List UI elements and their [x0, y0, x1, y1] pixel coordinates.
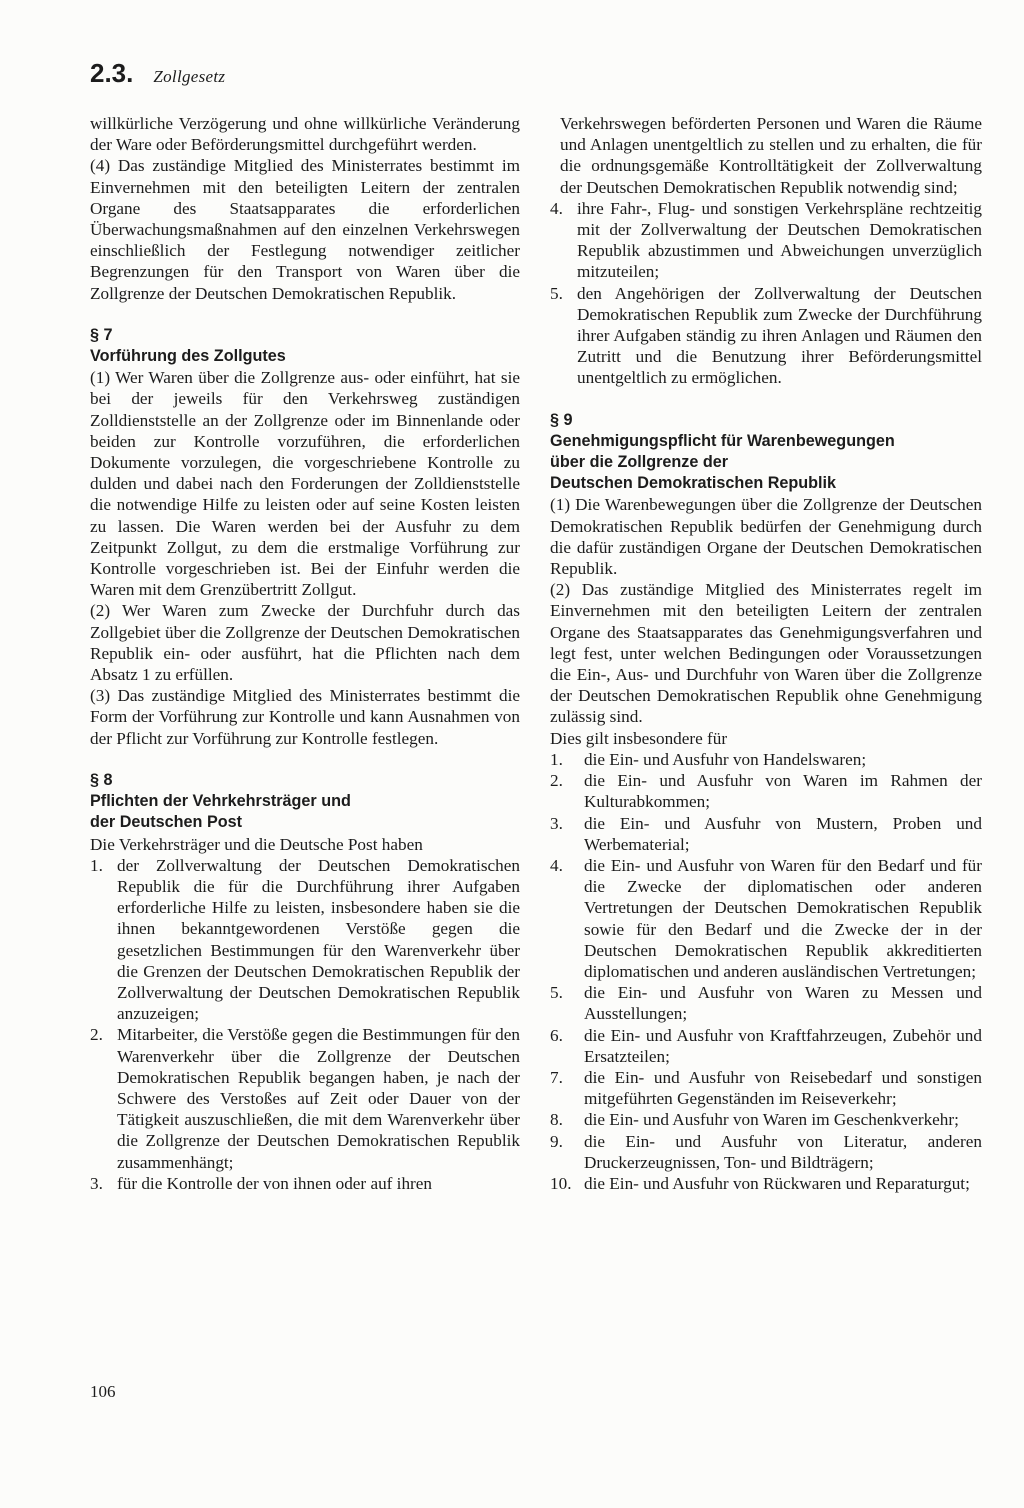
paragraph: (1) Wer Waren über die Zollgrenze aus- oder einführt, hat sie bei der jeweils für den Verkehrsweg zuständigen Zolldienststelle an der Zollgrenze oder im Binnenlande oder beiden zur Kontrolle vorzuführen, die erforderlichen Dokumente vorzulegen, die vorgeschriebene Kontrolle zu dulden und dabei nach den Forderungen der Zolldienststelle die notwendige Hilfe zu leisten oder auf seine Kosten leisten zu lassen. Die Waren werden bei der Ausfuhr zu dem Zeitpunkt Zollgut, zu dem die erstmalige Vorführung zur Kontrolle vorgeschrieben ist. Bei der Einfuhr werden die Waren mit dem Grenzübertritt Zollgut. — [90, 368, 520, 600]
list-text: die Ein- und Ausfuhr von Literatur, anderen Druckerzeugnissen, Ton- und Bildträgern; — [584, 1131, 982, 1172]
paragraph: (3) Das zuständige Mitglied des Ministerrates bestimmt die Form der Vorführung zur Kontrolle und kann Ausnahmen von der Pflicht zur Vorführung zur Kontrolle festlegen. — [90, 686, 520, 748]
paragraph: (1) Die Warenbewegungen über die Zollgrenze der Deutschen Demokratischen Republik bedürfen der Genehmigung durch die dafür zuständigen Organe der Deutschen Demokratischen Republik. — [550, 495, 982, 579]
paragraph: Die Verkehrsträger und die Deutsche Post haben — [90, 834, 423, 854]
paragraph: Dies gilt insbesondere für — [550, 728, 728, 748]
list-text: die Ein- und Ausfuhr von Waren zu Messen und Ausstellungen; — [584, 983, 982, 1024]
paragraph: willkürliche Verzögerung und ohne willkürliche Veränderung der Ware oder Beförderungsmittel durchgeführt werden. — [90, 114, 520, 155]
section-8-title: der Deutschen Post — [90, 813, 243, 832]
list-number: 9. — [550, 1131, 563, 1151]
list-text: die Ein- und Ausfuhr von Mustern, Proben und Werbematerial; — [584, 813, 982, 854]
page-number: 106 — [90, 1382, 116, 1401]
list-text: für die Kontrolle der von ihnen oder auf ihren — [117, 1173, 432, 1193]
section-9-number: § 9 — [550, 410, 573, 429]
list-item — [550, 198, 982, 283]
list-text: der Zollverwaltung der Deutschen Demokratischen Republik die für die Durchführung ihrer Aufgaben erforderliche Hilfe zu leisten, insbesondere haben sie die ihnen bekanntgewordenen Verstöße gegen die gesetzlichen Bestimmungen für den Warenverkehr über die Grenzen der Deutschen Demokratischen Republik der Zollverwaltung der Deutschen Demokratischen Republik anzuzeigen; — [117, 855, 520, 1024]
list-text: den Angehörigen der Zollverwaltung der Deutschen Demokratischen Republik zum Zwecke der Durchführung ihrer Aufgaben ständig zu ihren Anlagen und Räumen den Zutritt und die Benutzung ihrer Beförderungsmittel unentgeltlich zu ermöglichen. — [577, 283, 982, 388]
list-number: 1. — [90, 855, 103, 875]
list-item — [90, 1173, 520, 1194]
list-item — [550, 770, 982, 812]
list-text: die Ein- und Ausfuhr von Waren im Rahmen der Kulturabkommen; — [584, 771, 982, 812]
paragraph: (2) Wer Waren zum Zwecke der Durchfuhr durch das Zollgebiet über die Zollgrenze der Deutschen Demokratischen Republik ein- oder ausführt, hat die Pflichten nach dem Absatz 1 zu erfüllen. — [90, 601, 520, 685]
section-7-number: § 7 — [90, 325, 113, 344]
list-item — [550, 1173, 982, 1194]
list-text: Mitarbeiter, die Verstöße gegen die Bestimmungen für den Warenverkehr über die Zollgrenze der Deutschen Demokratischen Republik begangen haben, je nach der Schwere des Verstoßes auf Zeit oder Dauer von der Tätigkeit auszuschließen, die mit dem Warenverkehr über die Zollgrenze der Deutschen Demokratischen Republik zusammenhängt; — [117, 1025, 520, 1172]
list-item — [550, 283, 982, 389]
list-item — [550, 1109, 982, 1130]
list-item — [550, 1131, 982, 1173]
section-title: Zollgesetz — [153, 67, 226, 86]
list-number: 3. — [90, 1173, 103, 1193]
section-7-title: Vorführung des Zollgutes — [90, 347, 286, 366]
left-column — [90, 113, 520, 1194]
list-item — [550, 982, 982, 1024]
list-number: 4. — [550, 855, 563, 875]
list-text: ihre Fahr-, Flug- und sonstigen Verkehrspläne rechtzeitig mit der Zollverwaltung der Deutschen Demokratischen Republik abzustimmen und Abweichungen unverzüglich mitzuteilen; — [577, 198, 982, 282]
list-number: 3. — [550, 813, 563, 833]
list-text: die Ein- und Ausfuhr von Handelswaren; — [584, 749, 867, 769]
list-number: 4. — [550, 198, 563, 218]
paragraph: Verkehrswegen beförderten Personen und Waren die Räume und Anlagen unentgeltlich zu stellen und zu erhalten, die für die ordnungsgemäße Kontrolltätigkeit der Zollverwaltung der Deutschen Demokratischen Republik notwendig sind; — [560, 114, 982, 197]
right-column — [550, 113, 982, 1194]
list-number: 8. — [550, 1110, 563, 1130]
section-9-title: Genehmigungspflicht für Warenbewegungen — [550, 431, 895, 450]
list-text: die Ein- und Ausfuhr von Rückwaren und Reparaturgut; — [584, 1173, 970, 1193]
section-number: 2.3. — [90, 58, 134, 88]
list-number: 6. — [550, 1025, 563, 1045]
section-8-number: § 8 — [90, 770, 113, 789]
running-header — [90, 58, 225, 89]
list-text: die Ein- und Ausfuhr von Reisebedarf und sonstigen mitgeführten Gegenständen im Reiseverkehr; — [584, 1067, 982, 1109]
list-item — [550, 1067, 982, 1109]
list-text: die Ein- und Ausfuhr von Kraftfahrzeugen, Zubehör und Ersatzteilen; — [584, 1025, 982, 1066]
list-item — [550, 855, 982, 982]
list-number: 5. — [550, 983, 563, 1003]
list-text: die Ein- und Ausfuhr von Waren für den Bedarf und für die Zwecke der diplomatischen oder anderen Vertretungen der Deutschen Demokratischen Republik sowie für den Bedarf und die Zwecke der in der Deutschen Demokratischen Republik akkreditierten diplomatischen und anderen ausländischen Vertretungen; — [584, 855, 982, 981]
section-8-title: Pflichten der Vehrkehrsträger und — [90, 792, 351, 811]
list-text: die Ein- und Ausfuhr von Waren im Geschenkverkehr; — [584, 1110, 959, 1130]
list-number: 1. — [550, 749, 563, 769]
list-number: 2. — [90, 1025, 103, 1045]
list-number: 10. — [550, 1173, 572, 1193]
paragraph: (4) Das zuständige Mitglied des Ministerrates bestimmt im Einvernehmen mit den beteiligten Leitern der zentralen Organe des Staatsapparates die erforderlichen Überwachungsmaßnahmen auf den einzelnen Verkehrswegen einschließlich der Festlegung notwendiger zeitlicher Begrenzungen für den Transport von Waren über die Zollgrenze der Deutschen Demokratischen Republik. — [90, 156, 520, 303]
paragraph: (2) Das zuständige Mitglied des Ministerrates regelt im Einvernehmen mit den beteiligten Leitern der zentralen Organe des Staatsapparates das Genehmigungsverfahren und legt fest, unter welchen Bedingungen oder Voraussetzungen die Ein-, Aus- und Durchfuhr von Waren über die Zollgrenze der Deutschen Demokratischen Republik ohne Genehmigung zulässig sind. — [550, 580, 982, 727]
list-item — [550, 1025, 982, 1067]
section-9-title: über die Zollgrenze der — [550, 453, 729, 472]
list-item — [90, 1024, 520, 1172]
list-number: 2. — [550, 771, 563, 791]
list-number: 5. — [550, 283, 563, 303]
list-item — [550, 813, 982, 855]
list-number: 7. — [550, 1067, 563, 1087]
list-item — [90, 855, 520, 1025]
section-9-title: Deutschen Demokratischen Republik — [550, 474, 837, 493]
list-item — [550, 749, 982, 770]
